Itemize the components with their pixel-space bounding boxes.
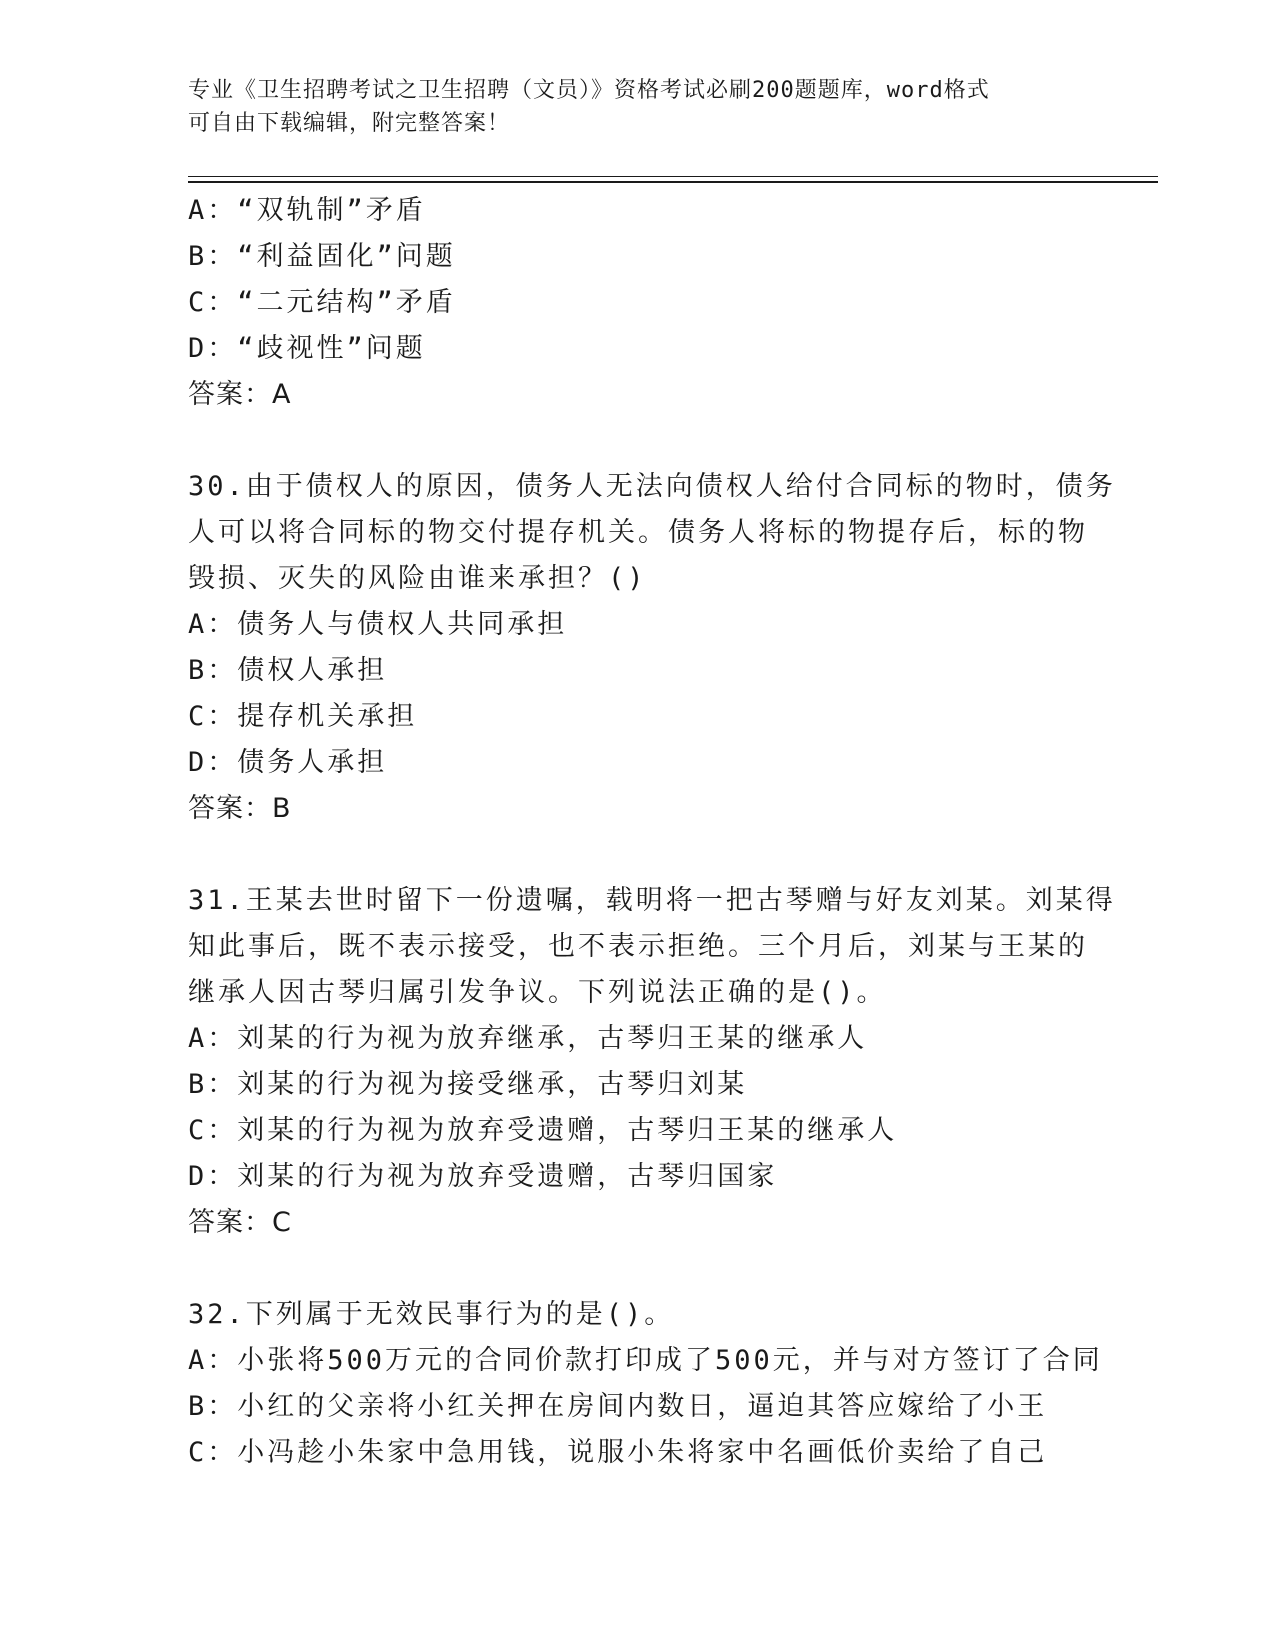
spacer	[188, 418, 1088, 464]
question-text-line: 毁损、灭失的风险由谁来承担？()	[188, 563, 647, 594]
option-c: C：“二元结构”矛盾	[188, 287, 456, 318]
option-c: C：刘某的行为视为放弃受遗赠，古琴归王某的继承人	[188, 1115, 898, 1146]
option-c: C：小冯趁小朱家中急用钱，说服小朱将家中名画低价卖给了自己	[188, 1437, 1048, 1468]
answer-label: 答案：C	[188, 1207, 292, 1238]
question-block-31	[188, 878, 1116, 1246]
option-b: B：小红的父亲将小红关押在房间内数日，逼迫其答应嫁给了小王	[188, 1391, 1048, 1422]
option-d: D：刘某的行为视为放弃受遗赠，古琴归国家	[188, 1161, 778, 1192]
option-a: A：债务人与债权人共同承担	[188, 609, 568, 640]
option-d: D：“歧视性”问题	[188, 333, 426, 364]
question-text-line: 知此事后，既不表示接受，也不表示拒绝。三个月后，刘某与王某的	[188, 931, 1088, 962]
document-header	[188, 74, 1078, 140]
question-text-line: 32.下列属于无效民事行为的是()。	[188, 1299, 675, 1330]
header-divider-thick	[188, 181, 1158, 183]
question-text-line: 人可以将合同标的物交付提存机关。债务人将标的物提存后，标的物	[188, 517, 1088, 548]
answer-label: 答案：B	[188, 793, 292, 824]
header-divider-thin	[188, 176, 1158, 177]
option-a: A：刘某的行为视为放弃继承，古琴归王某的继承人	[188, 1023, 868, 1054]
option-b: B：债权人承担	[188, 655, 388, 686]
question-block-29	[188, 188, 1088, 418]
option-b: B：刘某的行为视为接受继承，古琴归刘某	[188, 1069, 748, 1100]
option-c: C：提存机关承担	[188, 701, 418, 732]
header-line-1: 专业《卫生招聘考试之卫生招聘（文员）》资格考试必刷200题题库，word格式	[188, 78, 990, 103]
question-text-line: 31.王某去世时留下一份遗嘱，载明将一把古琴赠与好友刘某。刘某得	[188, 885, 1116, 916]
spacer	[188, 1246, 1088, 1292]
option-b: B：“利益固化”问题	[188, 241, 456, 272]
question-block-32	[188, 1292, 1103, 1476]
question-block-30	[188, 464, 1116, 832]
spacer	[188, 832, 1088, 878]
question-text-line: 继承人因古琴归属引发争议。下列说法正确的是()。	[188, 977, 887, 1008]
answer-label: 答案：A	[188, 379, 292, 410]
question-list	[188, 188, 1116, 1476]
question-text-line: 30.由于债权人的原因，债务人无法向债权人给付合同标的物时，债务	[188, 471, 1116, 502]
option-d: D：债务人承担	[188, 747, 388, 778]
header-line-2: 可自由下载编辑，附完整答案！	[188, 111, 511, 136]
option-a: A：“双轨制”矛盾	[188, 195, 426, 226]
option-a: A：小张将500万元的合同价款打印成了500元，并与对方签订了合同	[188, 1345, 1103, 1376]
